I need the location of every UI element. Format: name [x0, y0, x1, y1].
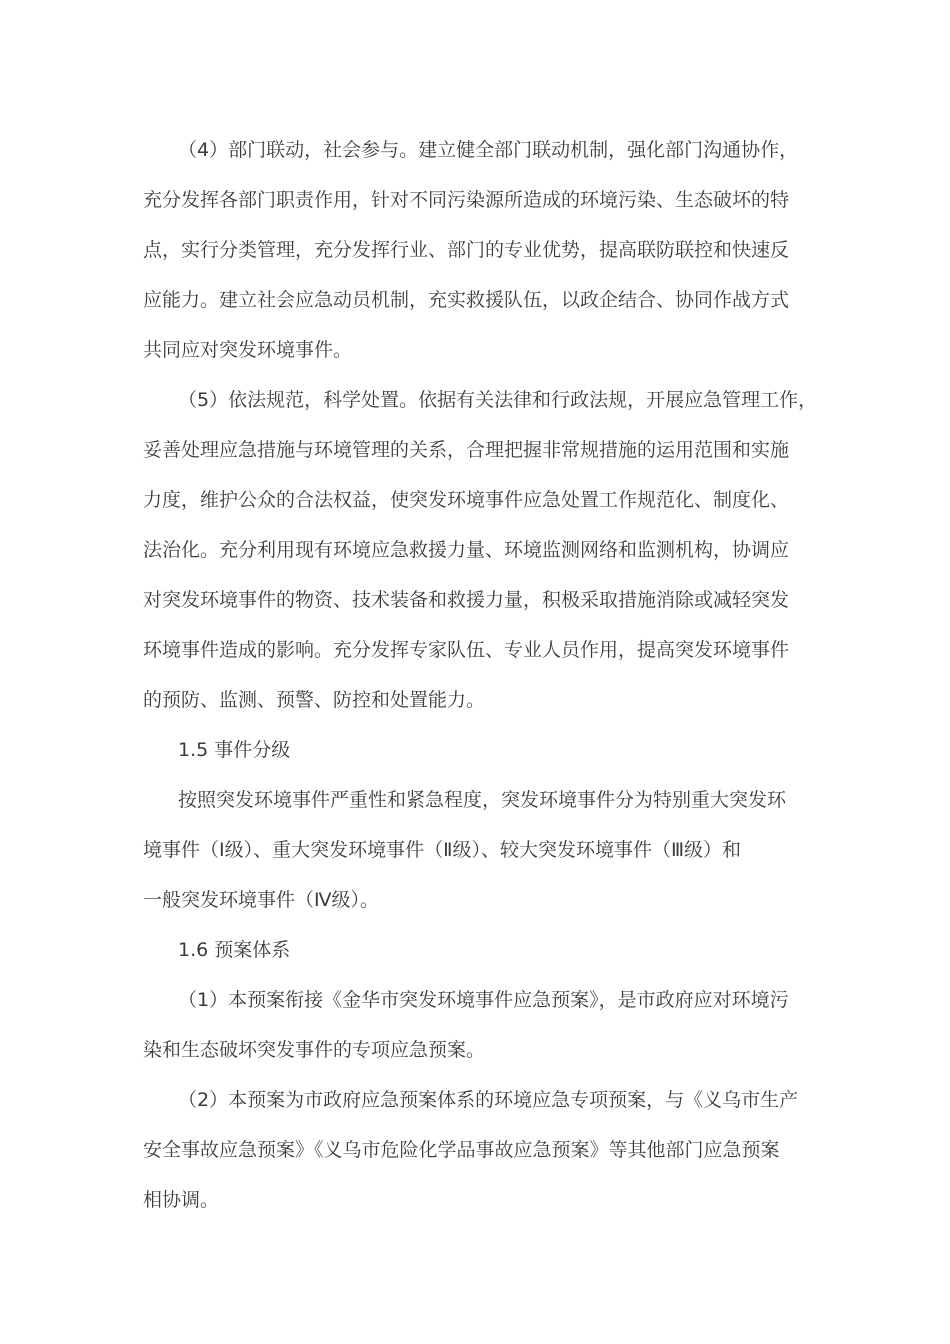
para-5-line-2: 妥善处理应急措施与环境管理的关系，合理把握非常规措施的运用范围和实施 — [143, 439, 790, 461]
para-4-line-3: 点，实行分类管理，充分发挥行业、部门的专业优势，提高联防联控和快速反 — [143, 239, 790, 261]
para-4-line-1: （4）部门联动，社会参与。建立健全部门联动机制，强化部门沟通协作， — [178, 139, 799, 161]
para-4-line-2: 充分发挥各部门职责作用，针对不同污染源所造成的环境污染、生态破坏的特 — [143, 189, 790, 211]
plan-1-line-2: 染和生态破坏突发事件的专项应急预案。 — [143, 1039, 486, 1061]
para-4-line-5: 共同应对突发环境事件。 — [143, 339, 353, 361]
para-5-line-3: 力度，维护公众的合法权益，使突发环境事件应急处置工作规范化、制度化、 — [143, 489, 790, 511]
grading-line-2: 境事件（Ⅰ级）、重大突发环境事件（Ⅱ级）、较大突发环境事件（Ⅲ级）和 — [143, 839, 742, 861]
para-5-line-5: 对突发环境事件的物资、技术装备和救援力量，积极采取措施消除或减轻突发 — [143, 589, 790, 611]
section-heading-1-6: 1.6 预案体系 — [178, 939, 291, 961]
plan-2-line-1: （2）本预案为市政府应急预案体系的环境应急专项预案，与《义乌市生产 — [178, 1089, 799, 1111]
para-5-line-6: 环境事件造成的影响。充分发挥专家队伍、专业人员作用，提高突发环境事件 — [143, 639, 790, 661]
para-5-line-4: 法治化。充分利用现有环境应急救援力量、环境监测网络和监测机构，协调应 — [143, 539, 790, 561]
para-5-line-1: （5）依法规范，科学处置。依据有关法律和行政法规，开展应急管理工作， — [178, 389, 818, 411]
plan-2-line-3: 相协调。 — [143, 1189, 220, 1211]
grading-line-1: 按照突发环境事件严重性和紧急程度，突发环境事件分为特别重大突发环 — [178, 789, 787, 811]
plan-2-line-2: 安全事故应急预案》《义乌市危险化学品事故应急预案》等其他部门应急预案 — [143, 1139, 780, 1161]
grading-line-3: 一般突发环境事件（Ⅳ级）。 — [143, 889, 380, 911]
plan-1-line-1: （1）本预案衔接《金华市突发环境事件应急预案》，是市政府应对环境污 — [178, 989, 789, 1011]
para-5-line-7: 的预防、监测、预警、防控和处置能力。 — [143, 689, 486, 711]
section-heading-1-5: 1.5 事件分级 — [178, 739, 291, 761]
para-4-line-4: 应能力。建立社会应急动员机制，充实救援队伍，以政企结合、协同作战方式 — [143, 289, 790, 311]
